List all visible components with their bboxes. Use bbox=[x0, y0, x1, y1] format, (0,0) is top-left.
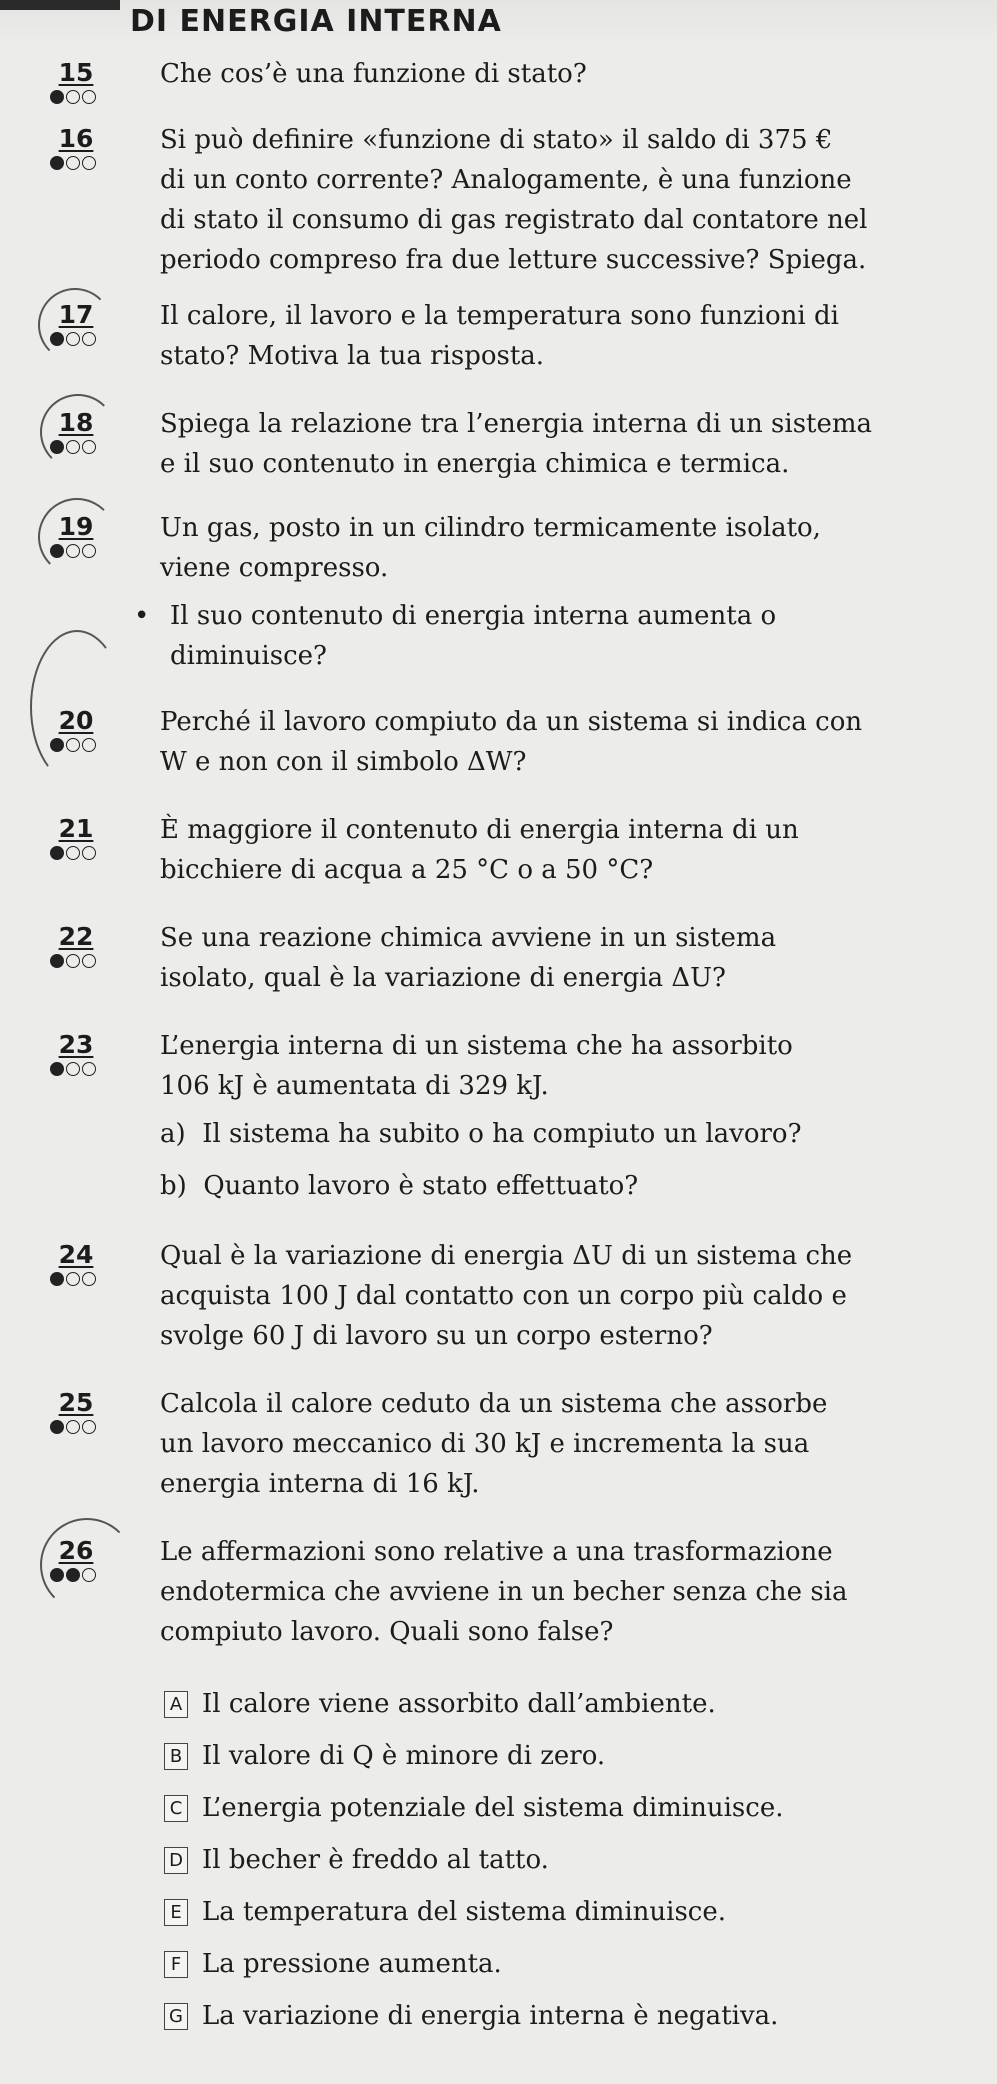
option-letter: E bbox=[164, 1899, 188, 1926]
exercise-number: 23 bbox=[58, 1030, 94, 1059]
exercise-number: 18 bbox=[58, 408, 94, 437]
option-letter: B bbox=[164, 1743, 188, 1770]
difficulty-dots-icon bbox=[50, 738, 96, 754]
header-bar bbox=[0, 0, 120, 10]
exercise-number: 19 bbox=[58, 512, 94, 541]
option-text: Il calore viene assorbito dall’ambiente. bbox=[202, 1689, 716, 1719]
option-letter: F bbox=[164, 1951, 188, 1978]
exercise-text: Qual è la variazione di energia ΔU di un sistema che acquista 100 J dal contatto con un corpo più caldo e svolge 60 J di lavoro su un corpo esterno? bbox=[160, 1241, 853, 1351]
highlight-circle bbox=[40, 1518, 134, 1612]
subquestion-a: a) Il sistema ha subito o ha compiuto un lavoro? bbox=[160, 1119, 802, 1149]
difficulty-dots-icon bbox=[50, 846, 96, 862]
option-text: La pressione aumenta. bbox=[202, 1949, 502, 1979]
difficulty-dots-icon bbox=[50, 332, 96, 348]
option-letter: G bbox=[164, 2003, 188, 2030]
option-text: L’energia potenziale del sistema diminuisce. bbox=[202, 1793, 784, 1823]
exercise-text: Le affermazioni sono relative a una trasformazione endotermica che avviene in un becher senza che sia compiuto lavoro. Quali sono false? bbox=[160, 1537, 848, 1647]
exercise-number: 24 bbox=[58, 1240, 94, 1269]
exercise-text: Si può definire «funzione di stato» il saldo di 375 € di un conto corrente? Analogamente, è una funzione di stato il consumo di gas registrato dal contatore nel periodo compreso fra due letture successive? Spiega. bbox=[160, 125, 868, 275]
difficulty-dots-icon bbox=[50, 156, 96, 172]
exercise-number: 20 bbox=[58, 706, 94, 735]
exercise-question: Il suo contenuto di energia interna aumenta o diminuisce? bbox=[170, 601, 777, 671]
exercise-text: L’energia interna di un sistema che ha assorbito 106 kJ è aumentata di 329 kJ. bbox=[160, 1031, 793, 1101]
exercise-text: Spiega la relazione tra l’energia interna di un sistema e il suo contenuto in energia chimica e termica. bbox=[160, 409, 873, 479]
option-e bbox=[164, 1892, 726, 1932]
exercise-number: 17 bbox=[58, 300, 94, 329]
exercise-number: 16 bbox=[58, 124, 94, 153]
difficulty-dots-icon bbox=[50, 544, 96, 560]
page-header bbox=[0, 0, 997, 44]
exercise-text: Se una reazione chimica avviene in un sistema isolato, qual è la variazione di energia ΔU? bbox=[160, 923, 777, 993]
option-a bbox=[164, 1684, 716, 1724]
subquestion-b: b) Quanto lavoro è stato effettuato? bbox=[160, 1171, 639, 1201]
difficulty-dots-icon bbox=[50, 1062, 96, 1078]
exercise-text: È maggiore il contenuto di energia interna di un bicchiere di acqua a 25 °C o a 50 °C? bbox=[160, 815, 799, 885]
exercise-number: 25 bbox=[58, 1388, 94, 1417]
option-b bbox=[164, 1736, 605, 1776]
difficulty-dots-icon bbox=[50, 90, 96, 106]
exercise-text: Un gas, posto in un cilindro termicamente isolato, viene compresso. bbox=[160, 513, 821, 583]
exercise-number: 26 bbox=[58, 1536, 94, 1565]
bullet-icon: • bbox=[134, 601, 150, 631]
difficulty-dots-icon bbox=[50, 1272, 96, 1288]
exercise-text: Perché il lavoro compiuto da un sistema si indica con W e non con il simbolo ΔW? bbox=[160, 707, 863, 777]
option-text: Il valore di Q è minore di zero. bbox=[202, 1741, 606, 1771]
difficulty-dots-icon bbox=[50, 954, 96, 970]
exercise-number: 22 bbox=[58, 922, 94, 951]
exercise-text: Il calore, il lavoro e la temperatura sono funzioni di stato? Motiva la tua risposta. bbox=[160, 301, 839, 371]
exercise-number: 15 bbox=[58, 58, 94, 87]
option-c bbox=[164, 1788, 783, 1828]
difficulty-dots-icon bbox=[50, 1568, 96, 1584]
option-text: Il becher è freddo al tatto. bbox=[202, 1845, 549, 1875]
exercise-text: Calcola il calore ceduto da un sistema che assorbe un lavoro meccanico di 30 kJ e incrementa la sua energia interna di 16 kJ. bbox=[160, 1389, 828, 1499]
difficulty-dots-icon bbox=[50, 440, 96, 456]
option-letter: C bbox=[164, 1795, 188, 1822]
difficulty-dots-icon bbox=[50, 1420, 96, 1436]
option-text: La variazione di energia interna è negativa. bbox=[202, 2001, 779, 2031]
section-title: DI ENERGIA INTERNA bbox=[130, 4, 502, 39]
exercise-text: Che cos’è una funzione di stato? bbox=[160, 59, 587, 89]
option-text: La temperatura del sistema diminuisce. bbox=[202, 1897, 727, 1927]
exercise-number: 21 bbox=[58, 814, 94, 843]
option-f bbox=[164, 1944, 502, 1984]
option-d bbox=[164, 1840, 549, 1880]
option-letter: A bbox=[164, 1691, 188, 1718]
option-g bbox=[164, 1996, 778, 2036]
option-letter: D bbox=[164, 1847, 188, 1874]
